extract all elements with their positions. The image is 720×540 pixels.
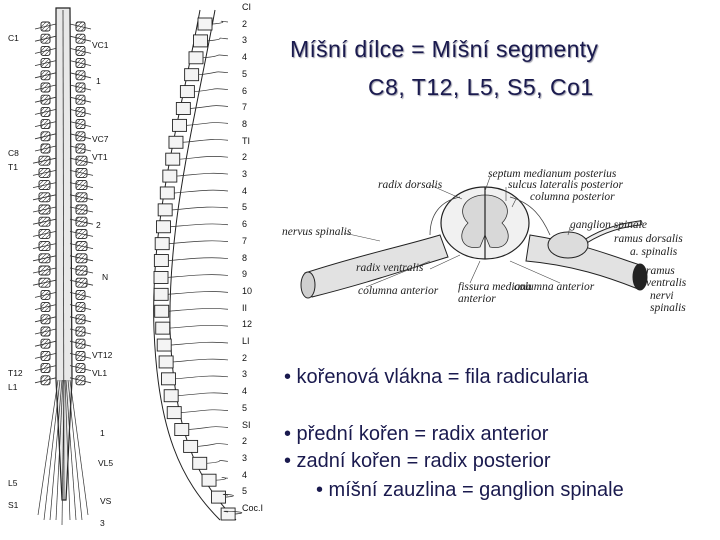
segment-nerve-line bbox=[174, 190, 228, 193]
label-ramus-dorsalis: ramus dorsalis bbox=[614, 233, 683, 245]
vertebra-segment bbox=[161, 373, 175, 385]
segment-label: LI bbox=[242, 336, 250, 346]
segment-label: 5 bbox=[242, 402, 248, 413]
segment-label: 7 bbox=[242, 102, 248, 113]
segment-label: 4 bbox=[242, 185, 248, 196]
segment-nerve-line bbox=[181, 410, 228, 413]
segment-nerve-line bbox=[212, 21, 228, 24]
segment-nerve-line bbox=[170, 325, 228, 328]
segment-label: 10 bbox=[242, 285, 253, 296]
segment-nerve-line bbox=[173, 359, 228, 362]
vertebra-segment bbox=[212, 491, 226, 503]
spinal-cord-posterior-view bbox=[0, 0, 150, 530]
vertebra-segment bbox=[166, 153, 180, 165]
segment-label: 3 bbox=[242, 35, 248, 46]
segment-label: 5 bbox=[242, 202, 248, 213]
label-columna-posterior: columna posterior bbox=[530, 191, 615, 203]
segment-nerve-line bbox=[169, 241, 228, 244]
vertebra-segment bbox=[167, 407, 181, 419]
vertebra-segment bbox=[154, 271, 168, 283]
label-vl5: VL5 bbox=[98, 458, 114, 468]
vertebra-segment bbox=[193, 35, 207, 47]
segment-label: CI bbox=[242, 2, 251, 12]
vertebra-segment bbox=[202, 474, 216, 486]
segment-label: 3 bbox=[242, 452, 248, 463]
segment-nerve-line bbox=[189, 427, 228, 430]
vertebra-segment bbox=[173, 119, 187, 131]
segment-label: Coc.I bbox=[242, 503, 264, 513]
segment-label: 6 bbox=[242, 85, 248, 96]
label-t12: T12 bbox=[8, 368, 23, 378]
label-nervi-spinalis: nervi spinalis bbox=[650, 290, 686, 314]
vertebra-segment bbox=[154, 288, 168, 300]
bullet-radix-anterior: • přední kořen = radix anterior bbox=[284, 423, 549, 445]
segment-label: 4 bbox=[242, 469, 248, 480]
segment-label: 8 bbox=[242, 252, 248, 263]
segment-label: TI bbox=[242, 135, 250, 146]
segment-label: II bbox=[242, 302, 248, 313]
label-vc1: VC1 bbox=[92, 40, 109, 50]
segment-label: 4 bbox=[242, 386, 248, 397]
label-a-spinalis: a. spinalis bbox=[630, 246, 678, 258]
segment-label: 2 bbox=[242, 352, 248, 363]
segment-nerve-line bbox=[177, 173, 228, 176]
segment-nerve-line bbox=[207, 460, 228, 463]
label-vt12: VT12 bbox=[92, 350, 113, 360]
label-ganglion-spinale: ganglion spinale bbox=[570, 219, 647, 231]
vertebra-segment bbox=[198, 18, 212, 30]
segment-label: 9 bbox=[242, 269, 248, 280]
label-columna-anterior-right: columna anterior bbox=[514, 281, 595, 293]
vertebra-segment bbox=[180, 86, 194, 98]
segment-nerve-line bbox=[171, 342, 228, 345]
segment-label: 2 bbox=[242, 18, 248, 29]
label-ramus-ventralis: ramus ventralis bbox=[646, 265, 687, 289]
spinal-segments-lateral-view bbox=[140, 0, 260, 530]
title-line2: C8, T12, L5, S5, Co1 bbox=[368, 74, 594, 100]
label-t1: T1 bbox=[8, 162, 18, 172]
segment-nerve-line bbox=[168, 275, 228, 278]
bullet-radix-posterior: • zadní kořen = radix posterior bbox=[284, 450, 551, 472]
vertebra-segment bbox=[159, 356, 173, 368]
segment-nerve-line bbox=[198, 444, 228, 447]
segment-label: 3 bbox=[242, 169, 248, 179]
segment-label: SI bbox=[242, 419, 251, 430]
vertebra-segment bbox=[193, 457, 207, 469]
segment-label: 12 bbox=[242, 319, 253, 330]
bullet-ganglion-spinale: • míšní zauzlina = ganglion spinale bbox=[316, 479, 624, 501]
label-nervus-spinalis: nervus spinalis bbox=[282, 226, 352, 238]
vertebra-segment bbox=[169, 136, 183, 148]
vertebra-segment bbox=[185, 69, 199, 81]
segment-nerve-line bbox=[168, 292, 228, 295]
label-2: 2 bbox=[96, 220, 101, 230]
segment-label: 5 bbox=[242, 68, 248, 79]
label-c8: C8 bbox=[8, 148, 19, 158]
vertebra-segment bbox=[176, 102, 190, 114]
vertebra-segment bbox=[184, 440, 198, 452]
segment-label: 7 bbox=[242, 235, 248, 246]
vertebra-segment bbox=[175, 424, 189, 436]
segment-label: 2 bbox=[242, 152, 248, 163]
vertebra-segment bbox=[155, 305, 169, 317]
segment-label: 2 bbox=[242, 436, 248, 447]
label-l5: L5 bbox=[8, 478, 18, 488]
segment-label: 6 bbox=[242, 219, 248, 230]
vertebra-segment bbox=[163, 170, 177, 182]
segment-label: 3 bbox=[242, 369, 248, 380]
label-columna-anterior-left: columna anterior bbox=[358, 285, 439, 297]
label-vl1: VL1 bbox=[92, 368, 108, 378]
segment-nerve-line bbox=[216, 477, 228, 480]
label-radix-ventralis: radix ventralis bbox=[356, 262, 424, 274]
label-1b: 1 bbox=[100, 428, 105, 438]
segment-label: 4 bbox=[242, 52, 248, 63]
bullet-fila-radicularia: • kořenová vlákna = fila radicularia bbox=[284, 366, 589, 388]
vertebra-segment bbox=[155, 238, 169, 250]
label-sulcus: sulcus lateralis posterior bbox=[508, 179, 624, 191]
segment-nerve-line bbox=[207, 38, 228, 41]
title-line1: Míšní dílce = Míšní segmenty bbox=[290, 36, 599, 62]
segment-nerve-line bbox=[172, 207, 228, 210]
label-c1: C1 bbox=[8, 33, 19, 43]
segment-nerve-line bbox=[175, 376, 228, 379]
vertebra-segment bbox=[154, 255, 168, 267]
label-septum: septum medianum posterius bbox=[488, 168, 617, 180]
vertebra-segment bbox=[156, 221, 170, 233]
vertebra-segment bbox=[164, 390, 178, 402]
label-n: N bbox=[102, 272, 109, 282]
vertebra-segment bbox=[160, 187, 174, 199]
label-vc7: VC7 bbox=[92, 134, 109, 144]
vertebra-segment bbox=[158, 204, 172, 216]
label-1: 1 bbox=[96, 76, 101, 86]
segment-label: 8 bbox=[242, 118, 248, 129]
label-l1: L1 bbox=[8, 382, 18, 392]
label-vt1: VT1 bbox=[92, 152, 108, 162]
label-s1: S1 bbox=[8, 500, 19, 510]
label-vs: VS bbox=[100, 496, 112, 506]
vertebra-segment bbox=[189, 52, 203, 64]
vertebra-segment bbox=[221, 508, 235, 520]
segment-nerve-line bbox=[168, 258, 228, 261]
label-3: 3 bbox=[100, 518, 105, 528]
segment-nerve-line bbox=[178, 393, 228, 396]
vertebra-segment bbox=[156, 322, 170, 334]
label-radix-dorsalis: radix dorsalis bbox=[378, 179, 443, 191]
segment-nerve-line bbox=[170, 224, 228, 227]
vertebra-segment bbox=[157, 339, 171, 351]
label-fissura: fissura mediana anterior bbox=[458, 281, 532, 305]
segment-nerve-line bbox=[169, 308, 228, 311]
segment-label: 5 bbox=[242, 486, 248, 497]
